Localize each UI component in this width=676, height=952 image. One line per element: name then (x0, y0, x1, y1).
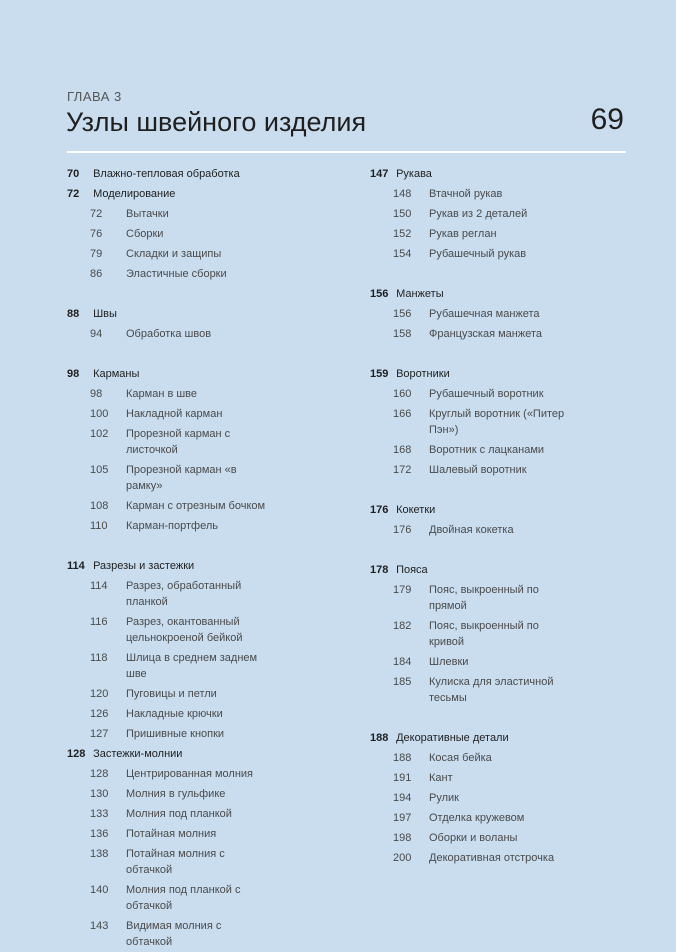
toc-entry[interactable] (370, 184, 650, 204)
section-page-number: 128 (67, 748, 86, 760)
section-heading[interactable] (67, 364, 347, 384)
toc-section (67, 556, 347, 744)
section-spacer (370, 540, 650, 560)
section-spacer (370, 708, 650, 728)
entry-page-number: 120 (90, 688, 109, 700)
entry-page-number: 156 (393, 308, 412, 320)
toc-section (67, 744, 347, 952)
entry-title: Круглый воротник («Питер Пэн») (429, 408, 565, 436)
section-heading[interactable] (370, 164, 650, 184)
entry-title: Рукав реглан (429, 228, 497, 240)
section-page-number: 72 (67, 188, 80, 200)
toc-entry[interactable] (67, 224, 347, 244)
entry-title: Центрированная молния (126, 768, 254, 780)
section-page-number: 176 (370, 504, 389, 516)
entry-page-number: 188 (393, 752, 412, 764)
toc-entry[interactable] (370, 520, 650, 540)
section-title: Карманы (93, 368, 140, 380)
section-heading[interactable] (370, 728, 650, 748)
toc-section (370, 164, 650, 264)
toc-section (67, 304, 347, 344)
toc-entry[interactable] (370, 652, 650, 672)
toc-entry[interactable] (67, 404, 347, 424)
entry-page-number: 114 (90, 580, 108, 592)
toc-entry[interactable] (67, 880, 347, 916)
toc-entry[interactable] (370, 788, 650, 808)
entry-page-number: 72 (90, 208, 103, 220)
toc-entry[interactable] (370, 848, 650, 868)
entry-title: Эластичные сборки (126, 268, 227, 280)
section-heading[interactable] (67, 744, 347, 764)
toc-entry[interactable] (370, 768, 650, 788)
toc-entry[interactable] (370, 384, 650, 404)
entry-title: Карман в шве (126, 388, 198, 400)
entry-title: Рубашечный воротник (429, 388, 544, 400)
entry-page-number: 184 (393, 656, 412, 668)
entry-page-number: 110 (90, 520, 108, 532)
entry-title: Отделка кружевом (429, 812, 525, 824)
entry-page-number: 150 (393, 208, 412, 220)
entry-page-number: 182 (393, 620, 412, 632)
entry-title: Потайная молния (126, 828, 217, 840)
section-page-number: 147 (370, 168, 389, 180)
entry-title: Обработка швов (126, 328, 212, 340)
entry-page-number: 79 (90, 248, 103, 260)
section-heading[interactable] (370, 500, 650, 520)
entry-page-number: 116 (90, 616, 108, 628)
entry-page-number: 166 (393, 408, 412, 420)
section-title: Пояса (396, 564, 428, 576)
entry-page-number: 191 (393, 772, 412, 784)
toc-entry[interactable] (67, 384, 347, 404)
entry-title: Втачной рукав (429, 188, 503, 200)
entry-page-number: 140 (90, 884, 109, 896)
toc-entry[interactable] (67, 204, 347, 224)
entry-page-number: 158 (393, 328, 412, 340)
section-heading[interactable] (370, 284, 650, 304)
entry-page-number: 143 (90, 920, 109, 932)
toc-entry[interactable] (67, 264, 347, 284)
section-spacer (370, 264, 650, 284)
toc-section (370, 560, 650, 708)
entry-title: Молния под планкой (126, 808, 232, 820)
toc-entry[interactable] (370, 672, 650, 708)
entry-page-number: 176 (393, 524, 412, 536)
entry-page-number: 86 (90, 268, 103, 280)
entry-page-number: 130 (90, 788, 109, 800)
entry-page-number: 133 (90, 808, 109, 820)
toc-right-column (370, 164, 650, 868)
entry-page-number: 76 (90, 228, 103, 240)
section-page-number: 70 (67, 168, 80, 180)
toc-entry[interactable] (370, 244, 650, 264)
toc-section (67, 164, 347, 184)
entry-title: Прорезной карман «в рамку» (126, 464, 237, 492)
toc-entry[interactable] (67, 496, 347, 516)
toc-entry[interactable] (67, 612, 347, 648)
section-title: Манжеты (396, 288, 444, 300)
section-title: Швы (93, 308, 117, 320)
entry-title: Оборки и воланы (429, 832, 518, 844)
entry-title: Прорезной карман с листочкой (126, 428, 231, 456)
section-spacer (67, 284, 347, 304)
entry-title: Пришивные кнопки (126, 728, 225, 740)
entry-page-number: 197 (393, 812, 412, 824)
entry-page-number: 94 (90, 328, 103, 340)
toc-entry[interactable] (67, 324, 347, 344)
section-page-number: 188 (370, 732, 389, 744)
section-title: Разрезы и застежки (93, 560, 195, 572)
entry-title: Карман с отрезным бочком (126, 500, 266, 512)
toc-entry[interactable] (67, 916, 347, 952)
entry-title: Двойная кокетка (429, 524, 514, 536)
section-spacer (67, 344, 347, 364)
section-page-number: 114 (67, 560, 85, 572)
entry-page-number: 100 (90, 408, 109, 420)
entry-page-number: 148 (393, 188, 412, 200)
entry-title: Шалевый воротник (429, 464, 527, 476)
toc-entry[interactable] (370, 224, 650, 244)
entry-page-number: 160 (393, 388, 412, 400)
section-heading[interactable] (67, 184, 347, 204)
toc-entry[interactable] (67, 684, 347, 704)
toc-entry[interactable] (67, 804, 347, 824)
entry-page-number: 198 (393, 832, 412, 844)
toc-section (67, 364, 347, 536)
toc-entry[interactable] (370, 828, 650, 848)
entry-page-number: 194 (393, 792, 412, 804)
entry-page-number: 108 (90, 500, 109, 512)
entry-title: Французская манжета (429, 328, 542, 340)
entry-title: Разрез, обработанный планкой (126, 580, 242, 608)
entry-title: Сборки (126, 228, 164, 240)
section-page-number: 156 (370, 288, 389, 300)
section-page-number: 178 (370, 564, 389, 576)
toc-entry[interactable] (370, 616, 650, 652)
entry-title: Пуговицы и петли (126, 688, 217, 700)
entry-title: Воротник с лацканами (429, 444, 545, 456)
section-title: Воротники (396, 368, 450, 380)
entry-page-number: 127 (90, 728, 109, 740)
toc-entry[interactable] (67, 424, 347, 460)
chapter-label: ГЛАВА 3 (67, 89, 122, 104)
section-spacer (370, 344, 650, 364)
entry-title: Потайная молния с обтачкой (126, 848, 225, 876)
entry-page-number: 136 (90, 828, 109, 840)
page-number: 69 (590, 103, 624, 136)
entry-title: Видимая молния с обтачкой (126, 920, 222, 948)
entry-page-number: 138 (90, 848, 109, 860)
entry-title: Накладной карман (126, 408, 223, 420)
entry-title: Карман-портфель (126, 520, 219, 532)
entry-page-number: 128 (90, 768, 109, 780)
toc-entry[interactable] (67, 576, 347, 612)
section-spacer (67, 536, 347, 556)
entry-title: Пояс, выкроенный по прямой (429, 584, 539, 612)
entry-title: Пояс, выкроенный по кривой (429, 620, 539, 648)
toc-section (370, 284, 650, 344)
toc-entry[interactable] (370, 324, 650, 344)
toc-entry[interactable] (67, 460, 347, 496)
section-heading[interactable] (67, 164, 347, 184)
section-heading[interactable] (370, 364, 650, 384)
toc-left-column (67, 164, 347, 952)
section-page-number: 159 (370, 368, 389, 380)
entry-title: Кулиска для эластичной тесьмы (429, 676, 554, 704)
section-heading[interactable] (67, 556, 347, 576)
section-heading[interactable] (370, 560, 650, 580)
section-title: Рукава (396, 168, 432, 180)
entry-title: Рубашечный рукав (429, 248, 527, 260)
toc-entry[interactable] (370, 204, 650, 224)
section-title: Моделирование (93, 188, 176, 200)
toc-entry[interactable] (370, 460, 650, 480)
section-title: Влажно-тепловая обработка (93, 168, 240, 180)
entry-page-number: 105 (90, 464, 109, 476)
toc-section (67, 184, 347, 284)
entry-page-number: 179 (393, 584, 412, 596)
entry-title: Вытачки (126, 208, 169, 220)
entry-title: Рулик (429, 792, 459, 804)
entry-page-number: 152 (393, 228, 412, 240)
toc-section (370, 500, 650, 540)
entry-page-number: 172 (393, 464, 412, 476)
toc-entry[interactable] (370, 748, 650, 768)
toc-entry[interactable] (370, 440, 650, 460)
entry-title: Косая бейка (429, 752, 492, 764)
toc-entry[interactable] (370, 404, 650, 440)
section-page-number: 88 (67, 308, 80, 320)
toc-entry[interactable] (67, 764, 347, 784)
entry-title: Декоративная отстрочка (429, 852, 555, 864)
section-title: Застежки-молнии (93, 748, 183, 760)
toc-entry[interactable] (67, 648, 347, 684)
toc-entry[interactable] (67, 724, 347, 744)
toc-entry[interactable] (67, 784, 347, 804)
toc-entry[interactable] (370, 304, 650, 324)
header-rule (67, 151, 626, 153)
entry-title: Шлевки (429, 656, 469, 668)
entry-title: Молния под планкой с обтачкой (126, 884, 241, 912)
toc-section (370, 364, 650, 480)
section-spacer (370, 480, 650, 500)
entry-page-number: 98 (90, 388, 103, 400)
toc-section (370, 728, 650, 868)
entry-title: Рубашечная манжета (429, 308, 540, 320)
entry-title: Молния в гульфике (126, 788, 226, 800)
entry-page-number: 102 (90, 428, 109, 440)
entry-title: Складки и защипы (126, 248, 222, 260)
section-title: Декоративные детали (396, 732, 509, 744)
toc-entry[interactable] (370, 580, 650, 616)
entry-page-number: 154 (393, 248, 412, 260)
toc-entry[interactable] (67, 844, 347, 880)
chapter-title: Узлы швейного изделия (66, 107, 367, 137)
section-title: Кокетки (396, 504, 436, 516)
toc-entry[interactable] (67, 704, 347, 724)
entry-title: Накладные крючки (126, 708, 223, 720)
entry-title: Рукав из 2 деталей (429, 208, 528, 220)
toc-entry[interactable] (370, 808, 650, 828)
entry-page-number: 185 (393, 676, 412, 688)
entry-page-number: 200 (393, 852, 412, 864)
section-page-number: 98 (67, 368, 80, 380)
toc-entry[interactable] (67, 244, 347, 264)
toc-entry[interactable] (67, 824, 347, 844)
entry-title: Кант (429, 772, 453, 784)
toc-entry[interactable] (67, 516, 347, 536)
entry-page-number: 168 (393, 444, 412, 456)
entry-title: Разрез, окантованный цельнокроеной бейкой (126, 616, 243, 644)
section-heading[interactable] (67, 304, 347, 324)
entry-title: Шлица в среднем заднем шве (126, 652, 258, 680)
entry-page-number: 126 (90, 708, 109, 720)
entry-page-number: 118 (90, 652, 108, 664)
